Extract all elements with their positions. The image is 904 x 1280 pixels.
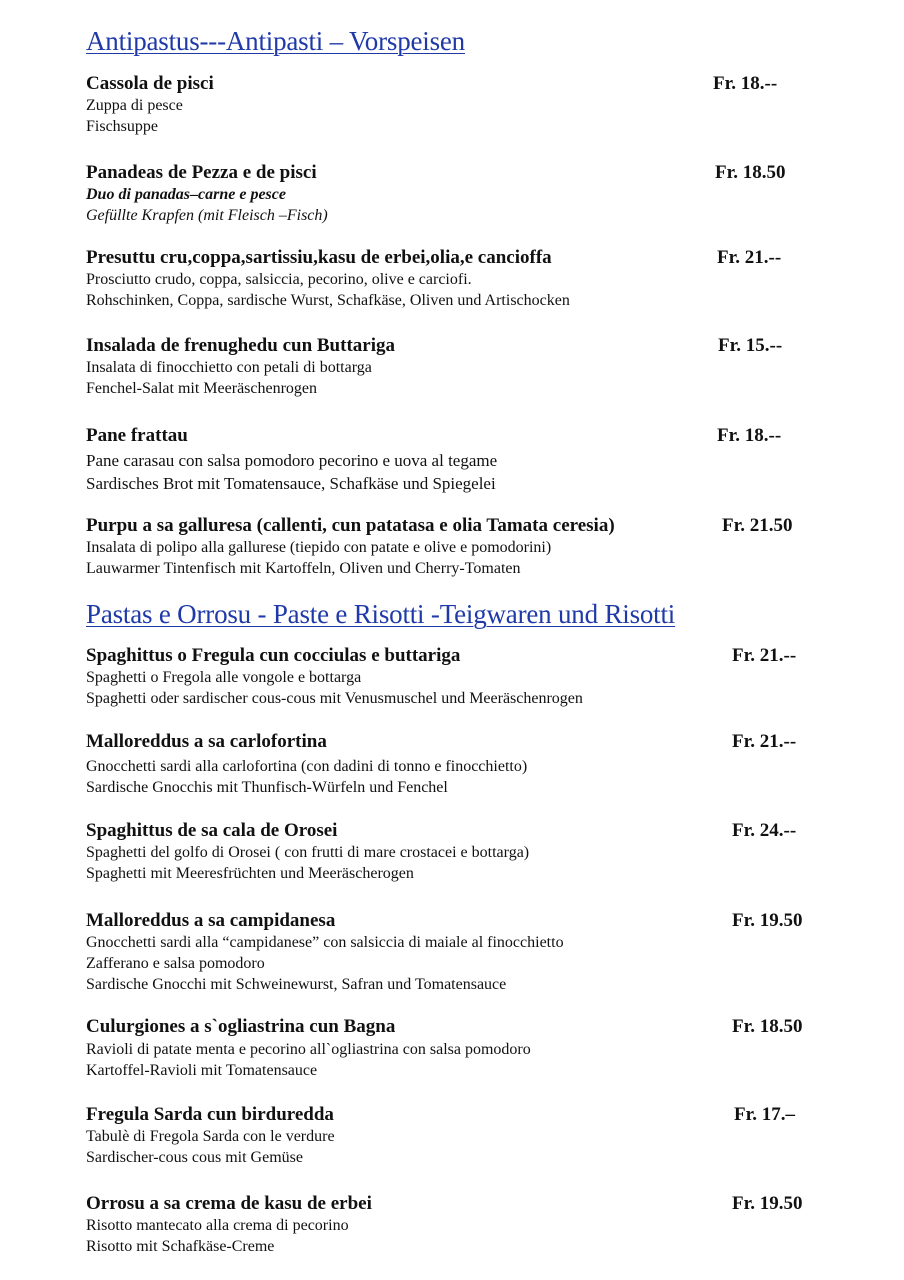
item-name: Malloreddus a sa campidanesa [86,910,336,931]
item-price: Fr. 21.50 [722,515,793,536]
item-name: Purpu a sa galluresa (callenti, cun patatasa e olia Tamata ceresia) [86,515,615,536]
section-title-paste: Pastas e Orrosu - Paste e Risotti -Teigwaren und Risotti [86,599,676,629]
item-description-de: Fischsuppe [86,118,158,135]
item-price: Fr. 15.-- [718,335,783,356]
item-price: Fr. 18.50 [732,1016,803,1037]
item-description-it: Gnocchetti sardi alla carlofortina (con dadini di tonno e finocchietto) [86,758,528,775]
item-description-it: Zuppa di pesce [86,97,183,114]
item-name: Insalada de frenughedu cun Buttariga [86,335,395,356]
item-description-de: Risotto mit Schafkäse-Creme [86,1238,275,1255]
item-name: Spaghittus de sa cala de Orosei [86,820,338,841]
item-description-de: Sardische Gnocchi mit Schweinewurst, Safran und Tomatensauce [86,976,507,993]
menu-item [86,910,826,995]
item-description-it: Risotto mantecato alla crema di pecorino [86,1217,349,1234]
item-name: Culurgiones a s`ogliastrina cun Bagna [86,1016,396,1037]
item-description-it: Spaghetti o Fregola alle vongole e bottarga [86,669,362,686]
item-description-it: Insalata di polipo alla gallurese (tiepido con patate e olive e pomodorini) [86,539,552,556]
item-description-it: Ravioli di patate menta e pecorino all`ogliastrina con salsa pomodoro [86,1041,531,1058]
menu-item [86,162,826,226]
item-description-it-continued: Zafferano e salsa pomodoro [86,955,265,972]
menu-item [86,515,826,579]
menu-item [86,731,826,798]
item-description-de: Spaghetti mit Meeresfrüchten und Meeräscherogen [86,865,414,882]
item-description-it: Pane carasau con salsa pomodoro pecorino e uova al tegame [86,451,498,470]
item-description-de: Sardisches Brot mit Tomatensauce, Schafkäse und Spiegelei [86,474,496,493]
item-description-de: Spaghetti oder sardischer cous-cous mit Venusmuschel und Meeräschenrogen [86,690,583,707]
menu-item [86,335,826,399]
item-name: Fregula Sarda cun birduredda [86,1104,334,1125]
item-description-de: Sardische Gnocchis mit Thunfisch-Würfeln und Fenchel [86,779,448,796]
item-description-de: Sardischer-cous cous mit Gemüse [86,1149,303,1166]
menu-item [86,645,826,709]
item-name: Panadeas de Pezza e de pisci [86,162,317,183]
item-price: Fr. 21.-- [732,731,797,752]
item-price: Fr. 21.-- [717,247,782,268]
item-name: Orrosu a sa crema de kasu de erbei [86,1193,372,1214]
item-description-it: Gnocchetti sardi alla “campidanese” con salsiccia di maiale al finocchietto [86,934,564,951]
menu-item [86,73,826,137]
item-name: Cassola de pisci [86,73,214,94]
item-description-de: Rohschinken, Coppa, sardische Wurst, Schafkäse, Oliven und Artischocken [86,292,570,309]
item-price: Fr. 18.-- [713,73,778,94]
item-description-de: Gefüllte Krapfen (mit Fleisch –Fisch) [86,207,328,224]
item-name: Malloreddus a sa carlofortina [86,731,327,752]
item-price: Fr. 19.50 [732,1193,803,1214]
item-name: Spaghittus o Fregula cun cocciulas e buttariga [86,645,461,666]
menu-item [86,1104,826,1168]
menu-item [86,820,826,884]
item-price: Fr. 18.-- [717,425,782,446]
item-description-it: Prosciutto crudo, coppa, salsiccia, pecorino, olive e carciofi. [86,271,472,288]
item-description-it: Duo di panadas–carne e pesce [86,186,286,203]
menu-item [86,425,826,495]
menu-item [86,1193,826,1257]
item-description-it: Spaghetti del golfo di Orosei ( con frutti di mare crostacei e bottarga) [86,844,530,861]
item-price: Fr. 19.50 [732,910,803,931]
item-description-it: Insalata di finocchietto con petali di bottarga [86,359,372,376]
item-description-de: Kartoffel-Ravioli mit Tomatensauce [86,1062,318,1079]
menu-item [86,1016,826,1081]
item-description-de: Fenchel-Salat mit Meeräschenrogen [86,380,318,397]
menu-item [86,247,826,311]
item-name: Pane frattau [86,425,188,446]
item-price: Fr. 17.– [734,1104,796,1125]
item-price: Fr. 24.-- [732,820,797,841]
item-description-it: Tabulè di Fregola Sarda con le verdure [86,1128,335,1145]
item-name: Presuttu cru,coppa,sartissiu,kasu de erbei,olia,e cancioffa [86,247,552,268]
item-price: Fr. 21.-- [732,645,797,666]
section-title-antipasti: Antipastus---Antipasti – Vorspeisen [86,26,465,56]
item-price: Fr. 18.50 [715,162,786,183]
item-description-de: Lauwarmer Tintenfisch mit Kartoffeln, Oliven und Cherry-Tomaten [86,560,521,577]
